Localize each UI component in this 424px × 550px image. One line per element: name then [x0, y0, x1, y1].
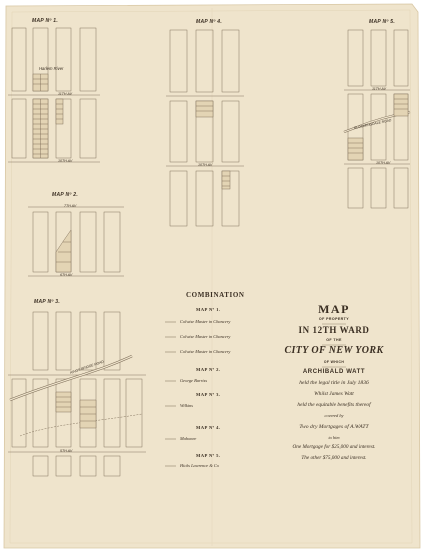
- combination-entry: Colwise Master in Chancery: [180, 334, 231, 339]
- title-of-property: OF PROPERTY: [318, 317, 350, 321]
- map1-title: MAP Nº 1.: [32, 18, 59, 24]
- title-mortgages: Two dry Mortgages of A.WATT: [299, 424, 369, 430]
- map3-road-label: KINGS BRIDGE ROAD: [69, 359, 105, 375]
- combination-group-head: MAP Nº 1.: [196, 307, 221, 312]
- combination-entry: Mahonee: [180, 436, 197, 441]
- combination-entry: Hicks Lawrence & Co: [180, 463, 219, 468]
- title-covered-by: covered by: [324, 413, 344, 418]
- title-mortgage-two: The other $75,000 and interest.: [301, 455, 367, 461]
- map5-bottom-av-label: 10TH AV: [376, 161, 391, 165]
- map5-top-av-label: 11TH AV: [372, 87, 386, 91]
- combination-group-head: MAP Nº 2.: [196, 367, 221, 372]
- map2-title: MAP Nº 2.: [52, 192, 79, 198]
- combination-entry: Colwise Master in Chancery: [180, 349, 231, 354]
- map2-bottom-av-label: 6TH AV: [60, 273, 73, 277]
- map3-title: MAP Nº 3.: [34, 299, 61, 305]
- map5-title: MAP Nº 5.: [369, 19, 396, 25]
- title-equitable: held the equitable benefits thereof: [297, 402, 371, 408]
- map1-top-av-label: 11TH AV: [58, 92, 72, 96]
- combination-entry: George Barriss: [180, 378, 208, 383]
- title-whilst: Whilst James Watt: [314, 391, 354, 397]
- title-city: CITY OF NEW YORK: [284, 345, 384, 356]
- title-of-which: OF WHICH: [323, 360, 345, 364]
- combination-title: COMBINATION: [186, 291, 245, 299]
- combination-group-head: MAP Nº 3.: [196, 392, 221, 397]
- harlem-river-label: Harlem River: [39, 66, 64, 71]
- combination-group-head: MAP Nº 5.: [196, 453, 221, 458]
- title-legal-title: held the legal title in July 1836: [299, 380, 369, 386]
- title-of-the: OF THE: [326, 338, 342, 342]
- map4-bottom-av-label: 10TH AV: [198, 163, 213, 167]
- title-map: MAP: [318, 302, 350, 316]
- title-archibald-watt: ARCHIBALD WATT: [302, 369, 366, 375]
- map1-bottom-av-label: 10TH AV: [58, 159, 73, 163]
- title-mortgage-one: One Mortgage for $25,000 and interest.: [292, 444, 376, 450]
- combination-group-head: MAP Nº 4.: [196, 425, 221, 430]
- combination-entry: Wilkins: [180, 403, 193, 408]
- title-ward: IN 12TH WARD: [298, 325, 370, 335]
- combination-entry: Colwise Master in Chancery: [180, 319, 231, 324]
- map5-road-label: BLOOMINGDALE ROAD: [353, 118, 392, 130]
- map4-title: MAP Nº 4.: [196, 19, 223, 25]
- title-to-him: to him: [328, 435, 340, 440]
- map3-bottom-av-label: 5TH AV: [60, 449, 73, 453]
- map2-top-av-label: 7TH AV: [64, 204, 77, 208]
